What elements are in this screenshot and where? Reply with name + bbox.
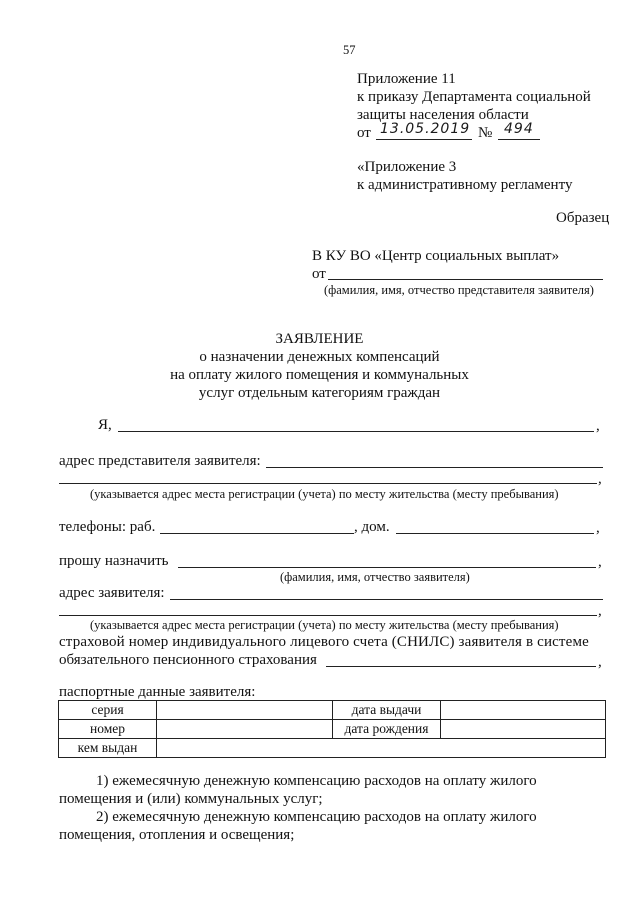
- applicant-name-field[interactable]: [178, 567, 596, 568]
- addressee-from-line: [328, 279, 603, 280]
- applicant-name-hint: (фамилия, имя, отчество заявителя): [280, 570, 470, 584]
- table-row: [59, 720, 606, 739]
- series-cell[interactable]: [157, 701, 333, 720]
- addressee-from-label: от: [312, 266, 326, 282]
- snils-line1: страховой номер индивидуального лицевого счета (СНИЛС) заявителя в системе: [59, 634, 589, 650]
- rep-address-label: адрес представителя заявителя:: [59, 453, 261, 469]
- issued-by-label: кем выдан: [59, 739, 157, 758]
- appendix3-line1: «Приложение 3: [357, 159, 457, 175]
- appendix-date: 13.05.2019: [380, 121, 471, 137]
- sample-label: Образец: [556, 210, 610, 226]
- item1-line1: 1) ежемесячную денежную компенсацию расходов на оплату жилого: [96, 773, 537, 789]
- i-label: Я,: [98, 417, 112, 433]
- comma: ,: [598, 654, 602, 670]
- passport-table: [58, 700, 606, 758]
- statement-title-line3: услуг отдельным категориям граждан: [198, 385, 441, 401]
- comma: ,: [598, 554, 602, 570]
- snils-line2: обязательного пенсионного страхования: [59, 652, 317, 668]
- passport-label: паспортные данные заявителя:: [59, 684, 256, 700]
- item1-line2: помещения и (или) коммунальных услуг;: [59, 791, 323, 807]
- rep-address-hint: (указывается адрес места регистрации (учета) по месту жительства (месту пребывания): [90, 487, 559, 501]
- comma: ,: [598, 603, 602, 619]
- comma: ,: [596, 418, 600, 434]
- issue-date-cell[interactable]: [441, 701, 606, 720]
- statement-title-line2: на оплату жилого помещения и коммунальных: [170, 367, 469, 383]
- issue-date-label: дата выдачи: [333, 701, 441, 720]
- birth-date-cell[interactable]: [441, 720, 606, 739]
- appendix-from-label: от: [357, 125, 371, 141]
- applicant-address-field-2[interactable]: [59, 615, 597, 616]
- appendix-line1: Приложение 11: [357, 71, 456, 87]
- issued-by-cell[interactable]: [157, 739, 606, 758]
- addressee-from-hint: (фамилия, имя, отчество представителя заявителя): [324, 283, 594, 297]
- table-row: [59, 701, 606, 720]
- appendix-no-label: №: [478, 125, 493, 141]
- home-phone-label: , дом.: [354, 519, 390, 535]
- comma: ,: [598, 471, 602, 487]
- number-label: номер: [59, 720, 157, 739]
- applicant-address-label: адрес заявителя:: [59, 585, 165, 601]
- comma: ,: [596, 520, 600, 536]
- series-label: серия: [59, 701, 157, 720]
- rep-address-field[interactable]: [266, 467, 603, 468]
- appendix3-line2: к административному регламенту: [357, 177, 573, 193]
- phones-label: телефоны: раб.: [59, 519, 156, 535]
- table-row: [59, 739, 606, 758]
- appendix-line2: к приказу Департамента социальной: [357, 89, 591, 105]
- applicant-rep-name-field[interactable]: [118, 431, 594, 432]
- page-number: 57: [343, 43, 356, 57]
- item2-line2: помещения, отопления и освещения;: [59, 827, 295, 843]
- birth-date-label: дата рождения: [333, 720, 441, 739]
- number-cell[interactable]: [157, 720, 333, 739]
- snils-field[interactable]: [326, 666, 596, 667]
- applicant-address-field[interactable]: [170, 599, 603, 600]
- statement-title-line1: о назначении денежных компенсаций: [199, 349, 440, 365]
- appendix-date-line: [376, 139, 472, 140]
- appendix-number-line: [498, 139, 540, 140]
- work-phone-field[interactable]: [160, 533, 354, 534]
- home-phone-field[interactable]: [396, 533, 594, 534]
- addressee-to: В КУ ВО «Центр социальных выплат»: [312, 248, 560, 264]
- statement-heading: ЗАЯВЛЕНИЕ: [275, 331, 364, 347]
- request-label: прошу назначить: [59, 553, 169, 569]
- rep-address-field-2[interactable]: [59, 483, 597, 484]
- appendix-number: 494: [504, 121, 534, 137]
- applicant-address-hint: (указывается адрес места регистрации (учета) по месту жительства (месту пребывания): [90, 618, 559, 632]
- item2-line1: 2) ежемесячную денежную компенсацию расходов на оплату жилого: [96, 809, 537, 825]
- appendix-line3: защиты населения области: [357, 107, 529, 123]
